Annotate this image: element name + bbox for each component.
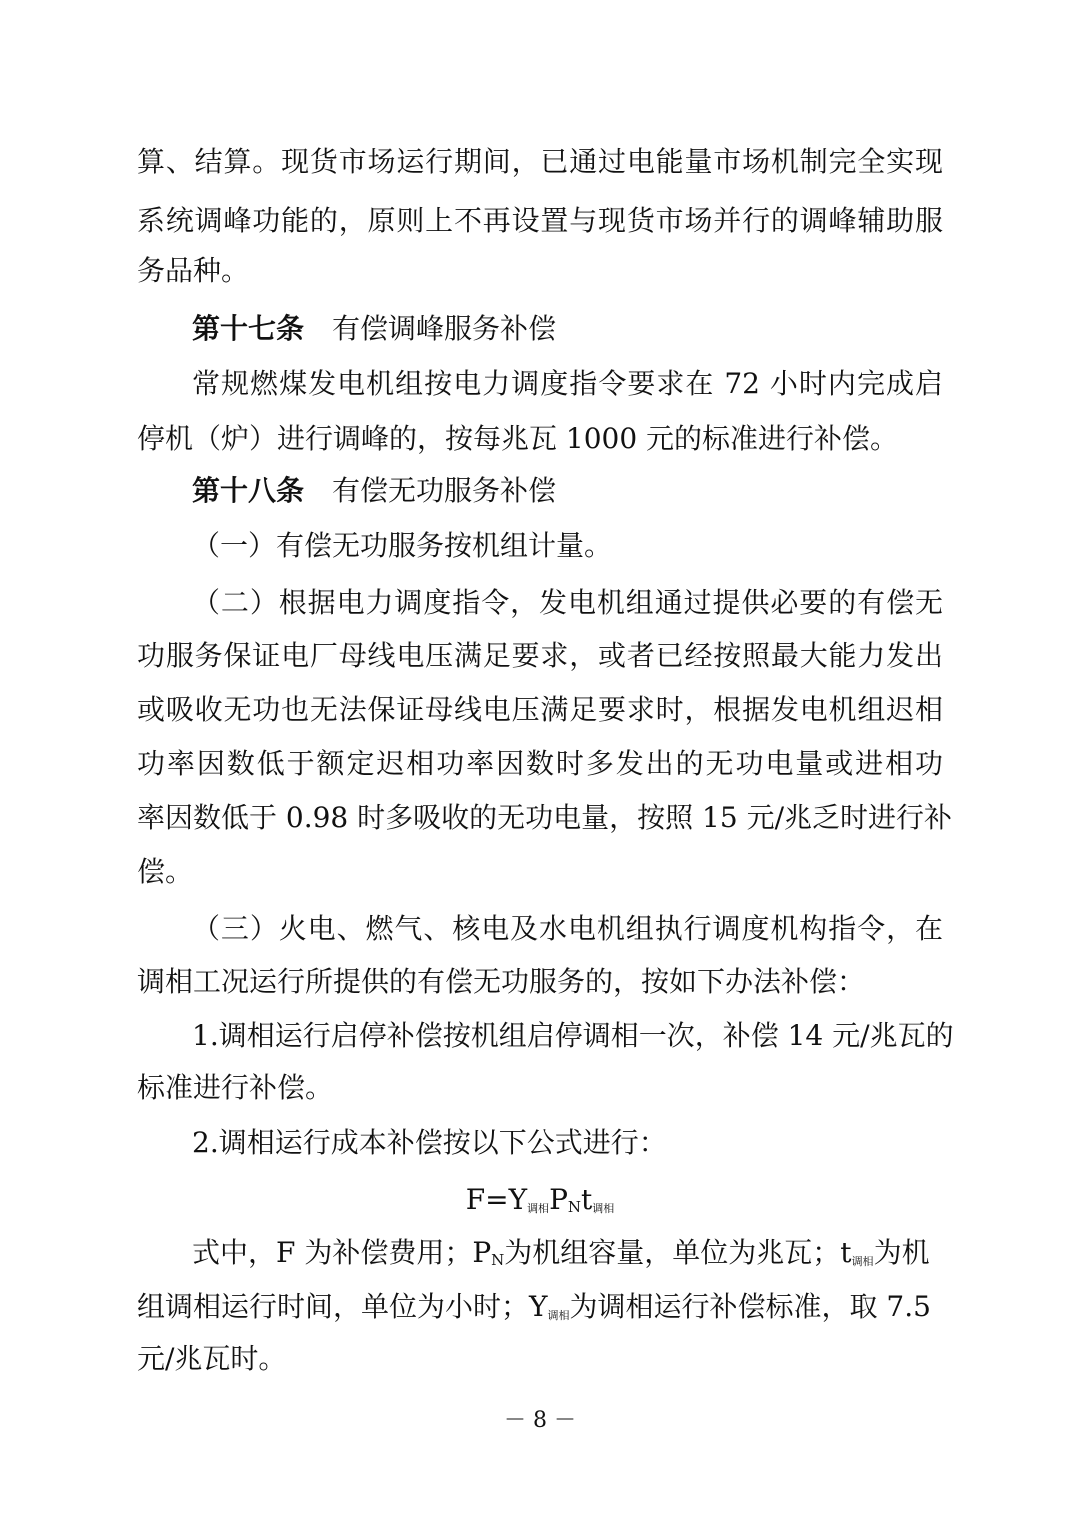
text-line: 停机（炉）进行调峰的，按每兆瓦 1000 元的标准进行补偿。: [137, 422, 899, 455]
formula-t: t: [581, 1183, 593, 1216]
explain-text: 为机: [873, 1236, 930, 1269]
text-line: 功服务保证电厂母线电压满足要求，或者已经按照最大能力发出: [137, 639, 943, 672]
explain-subscript: N: [491, 1251, 505, 1269]
article-17-heading: [192, 309, 943, 349]
text-line: 或吸收无功也无法保证母线电压满足要求时，根据发电机组迟相: [137, 693, 943, 726]
formula-subscript: 调相: [592, 1202, 615, 1215]
text-line: 功率因数低于额定迟相功率因数时多发出的无功电量或进相功: [137, 747, 943, 780]
text-line: 系统调峰功能的，原则上不再设置与现货市场并行的调峰辅助服: [137, 204, 943, 237]
article-18-heading: [192, 471, 943, 511]
text-line: 标准进行补偿。: [137, 1071, 334, 1104]
article-label: 第十八条: [192, 474, 305, 507]
text-line: （三）火电、燃气、核电及水电机组执行调度机构指令，在: [192, 912, 943, 945]
text-line: （二）根据电力调度指令，发电机组通过提供必要的有偿无: [192, 586, 943, 619]
explain-line: 元/兆瓦时。: [137, 1342, 287, 1375]
explain-text: 式中，F 为补偿费用；P: [192, 1236, 492, 1269]
text-line: 调相工况运行所提供的有偿无功服务的，按如下办法补偿：: [137, 965, 866, 998]
text-line: 率因数低于 0.98 时多吸收的无功电量，按照 15 元/兆乏时进行补: [137, 801, 953, 834]
article-title: 有偿调峰服务补偿: [332, 312, 557, 345]
explain-subscript: 调相: [547, 1309, 570, 1322]
text-line: 算、结算。现货市场运行期间，已通过电能量市场机制完全实现: [137, 145, 943, 178]
text-line: 常规燃煤发电机组按电力调度指令要求在 72 小时内完成启: [192, 367, 943, 400]
article-title: 有偿无功服务补偿: [332, 474, 557, 507]
text-line: 2.调相运行成本补偿按以下公式进行：: [192, 1126, 667, 1159]
page-number: － 8 －: [504, 1408, 576, 1433]
formula-subscript: 调相: [527, 1202, 550, 1215]
explain-text: 组调相运行时间，单位为小时；Y: [137, 1290, 548, 1323]
formula: [0, 1180, 1080, 1220]
explain-text: 为机组容量，单位为兆瓦；t: [504, 1236, 852, 1269]
text-line: 1.调相运行启停补偿按机组启停调相一次，补偿 14 元/兆瓦的: [192, 1019, 954, 1052]
explain-subscript: 调相: [851, 1255, 874, 1268]
formula-subscript: N: [567, 1198, 582, 1216]
text-line: 务品种。: [137, 254, 250, 287]
article-label: 第十七条: [192, 312, 305, 345]
explain-line: [137, 1287, 943, 1327]
explain-line: [192, 1233, 943, 1273]
explain-text: 为调相运行补偿标准，取 7.5: [569, 1290, 931, 1323]
formula-lhs: F=Y: [465, 1183, 528, 1216]
text-line: 偿。: [137, 855, 194, 888]
formula-p: P: [549, 1183, 568, 1216]
text-line: （一）有偿无功服务按机组计量。: [192, 529, 613, 562]
